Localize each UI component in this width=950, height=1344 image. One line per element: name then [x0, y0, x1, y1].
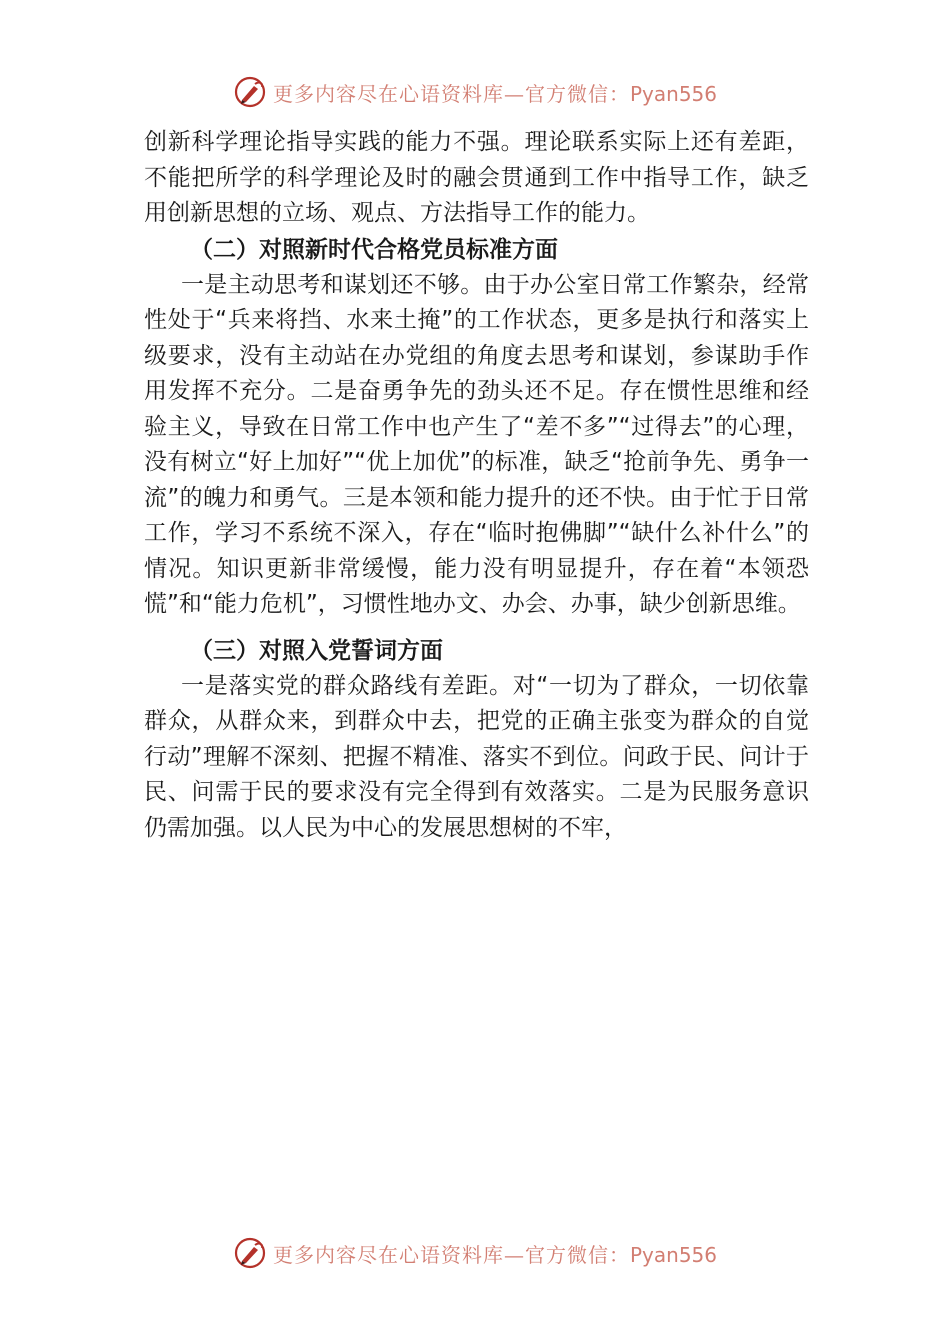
paragraph-section-two: 一是主动思考和谋划还不够。由于办公室日常工作繁杂，经常性处于“兵来将挡、水来土掩”的工作状态，更多是执行和落实上级要求，没有主动站在办党组的角度去思考和谋划，参谋助手作用发挥不充分。二是奋勇争先的劲头还不足。存在惯性思维和经验主义，导致在日常工作中也产生了“差不多”“过得去”的心理，没有树立“好上加好”“优上加优”的标准，缺乏“抢前争先、勇争一流”的魄力和勇气。三是本领和能力提升的还不快。由于忙于日常工作，学习不系统不深入，存在“临时抱佛脚”“缺什么补什么”的情况。知识更新非常缓慢，能力没有明显提升，存在着“本领恐慌”和“能力危机”，习惯性地办文、办会、办事，缺少创新思维。	[144, 271, 809, 617]
header-banner-label: 更多内容尽在心语资料库—官方微信：	[272, 81, 630, 106]
pen-nib-logo-icon	[233, 1236, 267, 1270]
header-banner	[0, 72, 950, 112]
footer-banner-label: 更多内容尽在心语资料库—官方微信：	[272, 1242, 630, 1267]
section-heading-two: （二）对照新时代合格党员标准方面	[190, 236, 558, 263]
pen-nib-logo-icon	[233, 75, 267, 109]
footer-wechat-id: Pyan556	[629, 1242, 717, 1267]
section-heading-three: （三）对照入党誓词方面	[190, 637, 443, 664]
header-wechat-id: Pyan556	[629, 81, 717, 106]
footer-banner	[0, 1233, 950, 1273]
footer-banner-text	[273, 1239, 717, 1268]
header-banner-text	[273, 78, 717, 107]
paragraph-continued: 创新科学理论指导实践的能力不强。理论联系实际上还有差距，不能把所学的科学理论及时的融会贯通到工作中指导工作，缺乏用创新思想的立场、观点、方法指导工作的能力。	[144, 129, 809, 226]
document-body	[144, 125, 809, 846]
paragraph-section-three: 一是落实党的群众路线有差距。对“一切为了群众，一切依靠群众，从群众来，到群众中去，把党的正确主张变为群众的自觉行动”理解不深刻、把握不精准、落实不到位。问政于民、问计于民、问需于民的要求没有完全得到有效落实。二是为民服务意识仍需加强。以人民为中心的发展思想树的不牢，	[144, 672, 809, 841]
